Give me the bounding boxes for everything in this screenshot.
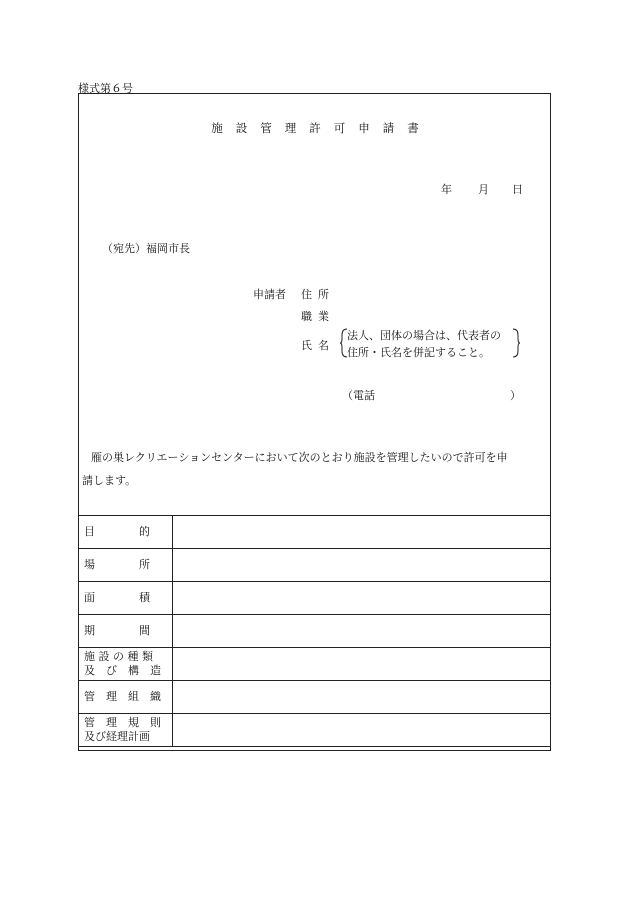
facility-type-structure-field[interactable]	[173, 648, 551, 681]
address-label: 住所	[301, 288, 335, 301]
row-label-cell	[79, 615, 173, 648]
row-label: 施 設 の 種 類 及 び 構 造	[84, 650, 161, 677]
application-details-table	[78, 515, 551, 747]
occupation-label: 職業	[301, 310, 335, 323]
row-label: 面 積	[84, 591, 150, 604]
row-label: 管 理 規 則 及び経理計画	[84, 716, 161, 743]
date-month-label: 月	[478, 183, 489, 196]
table-row	[79, 681, 551, 714]
row-label: 期 間	[84, 624, 150, 637]
representative-note-line1: 法人、団体の場合は、代表者の	[347, 329, 501, 342]
row-label: 管 理 組 織	[84, 690, 161, 703]
row-label: 目 的	[84, 525, 150, 538]
row-label-cell	[79, 582, 173, 615]
name-label: 氏名	[301, 339, 335, 352]
row-label-cell	[79, 516, 173, 549]
location-field[interactable]	[173, 549, 551, 582]
row-label-cell	[79, 648, 173, 681]
phone-label: （電話	[342, 389, 375, 402]
area-field[interactable]	[173, 582, 551, 615]
application-statement-line1: 雁の巣レクリエーションセンターにおいて次のとおり施設を管理したいので許可を申	[91, 451, 508, 464]
application-statement-line2: 請します。	[82, 474, 137, 487]
table-row	[79, 714, 551, 747]
table-row	[79, 582, 551, 615]
applicant-label: 申請者	[253, 288, 286, 301]
document-title: 施設管理許可申請書	[211, 121, 432, 135]
table-row	[79, 615, 551, 648]
date-year-label: 年	[441, 183, 452, 196]
purpose-field[interactable]	[173, 516, 551, 549]
phone-close-paren: ）	[510, 389, 521, 402]
table-row	[79, 549, 551, 582]
row-label-cell	[79, 549, 173, 582]
table-row	[79, 516, 551, 549]
date-day-label: 日	[512, 183, 523, 196]
period-field[interactable]	[173, 615, 551, 648]
addressee: （宛先）福岡市長	[102, 242, 190, 255]
form-number: 様式第６号	[78, 82, 133, 95]
row-label: 場 所	[84, 558, 150, 571]
row-label-cell	[79, 681, 173, 714]
row-label-cell	[79, 714, 173, 747]
representative-note-line2: 住所・氏名を併記すること。	[347, 346, 490, 359]
management-organization-field[interactable]	[173, 681, 551, 714]
table-row	[79, 648, 551, 681]
management-rules-accounting-field[interactable]	[173, 714, 551, 747]
